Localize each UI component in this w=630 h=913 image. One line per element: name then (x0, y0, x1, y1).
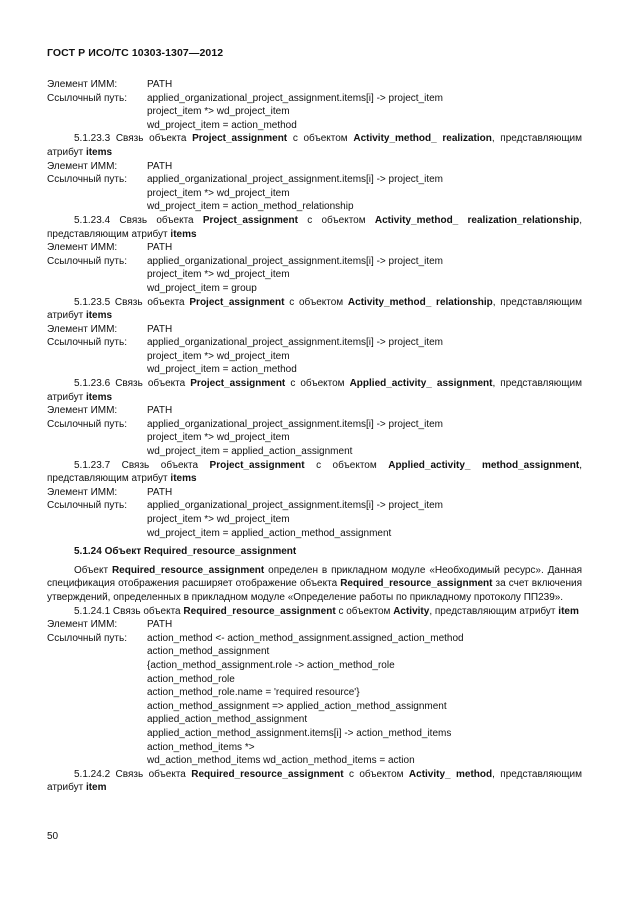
path-line: project_item *> wd_project_item (147, 350, 290, 362)
path-label: Ссылочный путь: (47, 418, 127, 430)
path-line: applied_organizational_project_assignment.items[i] -> project_item (147, 92, 443, 104)
path-line: project_item *> wd_project_item (147, 432, 290, 444)
mapping-element-row (47, 404, 582, 418)
section-5-1-23-3: 5.1.23.3 Связь объекта Project_assignment с объектом Activity_method_ realization, представляющим атрибут items (47, 133, 583, 158)
mapping-element-row (47, 486, 582, 500)
section-5-1-24-2: 5.1.24.2 Связь объекта Required_resource_assignment с объектом Activity_ method, представляющим атрибут item (47, 768, 582, 794)
path-line: wd_project_item = action_method_relationship (147, 201, 354, 213)
reference-path-row (47, 173, 582, 187)
path-line: project_item *> wd_project_item (147, 269, 290, 281)
path-line: applied_organizational_project_assignment.items[i] -> project_item (147, 255, 443, 267)
path-line: wd_project_item = action_method (147, 119, 297, 131)
element-label: Элемент ИММ: (47, 619, 118, 631)
path-label: Ссылочный путь: (47, 632, 127, 644)
path-line: action_method_assignment (147, 646, 270, 658)
section-5-1-24-paragraph: Объект Required_resource_assignment определен в прикладном модуле «Необходимый ресурс». Данная спецификация отображения расширяет отображение объекта Required_resource_assignment за счет включения утверждений, определенных в прикладном модуле «Определение работы по прикладному протоколу ПП239». (47, 564, 582, 603)
path-line: action_method <- action_method_assignment.assigned_action_method (147, 632, 464, 644)
mapping-element-row (47, 241, 582, 255)
path-line: applied_organizational_project_assignment.items[i] -> project_item (147, 174, 443, 186)
path-line: wd_project_item = group (147, 282, 257, 294)
element-value: PATH (147, 486, 173, 498)
page-number: 50 (47, 831, 59, 842)
path-line: applied_action_method_assignment.items[i] -> action_method_items (147, 727, 452, 739)
section-5-1-24-1: 5.1.24.1 Связь объекта Required_resource_assignment с объектом Activity, представляющим атрибут item (74, 605, 579, 617)
path-line: applied_organizational_project_assignment.items[i] -> project_item (147, 337, 443, 349)
mapping-element-row (47, 618, 582, 632)
path-label: Ссылочный путь: (47, 500, 127, 512)
element-value: PATH (147, 160, 173, 172)
mapping-element-row (47, 323, 582, 337)
element-label: Элемент ИММ: (47, 79, 118, 90)
section-5-1-23-6: 5.1.23.6 Связь объекта Project_assignment с объектом Applied_activity_ assignment, представляющим атрибут items (47, 378, 582, 403)
element-value: PATH (147, 405, 173, 417)
path-line: applied_organizational_project_assignment.items[i] -> project_item (147, 418, 443, 430)
path-line: wd_project_item = applied_action_method_assignment (147, 527, 392, 539)
element-value: PATH (147, 619, 173, 631)
path-line: applied_action_method_assignment (147, 714, 308, 726)
path-line: action_method_role.name = 'required resource'} (147, 687, 360, 699)
path-line: {action_method_assignment.role -> action_method_role (147, 659, 395, 671)
element-label: Элемент ИММ: (47, 486, 118, 498)
path-label: Ссылочный путь: (47, 174, 127, 186)
section-5-1-23-7: 5.1.23.7 Связь объекта Project_assignment с объектом Applied_activity_ method_assignment, представляющим атрибут items (47, 459, 582, 485)
path-line: project_item *> wd_project_item (147, 106, 290, 118)
element-label: Элемент ИММ: (47, 160, 118, 172)
element-value: PATH (147, 79, 173, 90)
reference-path-row (47, 336, 582, 350)
path-line: wd_action_method_items wd_action_method_items = action (147, 755, 415, 767)
reference-path-row (47, 418, 582, 432)
path-line: wd_project_item = applied_action_assignment (147, 446, 353, 458)
reference-path-row (47, 92, 582, 106)
path-line: applied_organizational_project_assignment.items[i] -> project_item (147, 500, 443, 512)
path-label: Ссылочный путь: (47, 255, 127, 267)
element-label: Элемент ИММ: (47, 405, 118, 417)
element-value: PATH (147, 242, 173, 254)
element-label: Элемент ИММ: (47, 323, 118, 335)
reference-path-row (47, 632, 582, 646)
path-line: action_method_role (147, 673, 235, 685)
path-line: project_item *> wd_project_item (147, 514, 290, 525)
reference-path-row (47, 255, 582, 269)
section-5-1-23-5: 5.1.23.5 Связь объекта Project_assignment с объектом Activity_method_ relationship, представляющим атрибут items (47, 296, 582, 322)
path-line: action_method_items *> (147, 741, 255, 753)
section-5-1-23-4: 5.1.23.4 Связь объекта Project_assignment с объектом Activity_method_ realization_relationship, представляющим атрибут items (47, 214, 582, 240)
element-value: PATH (147, 323, 173, 335)
path-line: action_method_assignment => applied_action_method_assignment (147, 700, 447, 712)
mapping-element-row (47, 160, 582, 174)
element-label: Элемент ИММ: (47, 242, 118, 254)
path-label: Ссылочный путь: (47, 92, 127, 104)
page-header: ГОСТ Р ИСО/ТС 10303-1307—2012 (47, 47, 224, 59)
section-heading-5-1-24: 5.1.24 Объект Required_resource_assignment (74, 546, 297, 558)
reference-path-row (47, 499, 582, 513)
mapping-element-row (47, 78, 582, 92)
page-content (47, 78, 582, 795)
path-line: wd_project_item = action_method (147, 364, 297, 376)
path-label: Ссылочный путь: (47, 337, 127, 349)
path-line: project_item *> wd_project_item (147, 187, 290, 199)
